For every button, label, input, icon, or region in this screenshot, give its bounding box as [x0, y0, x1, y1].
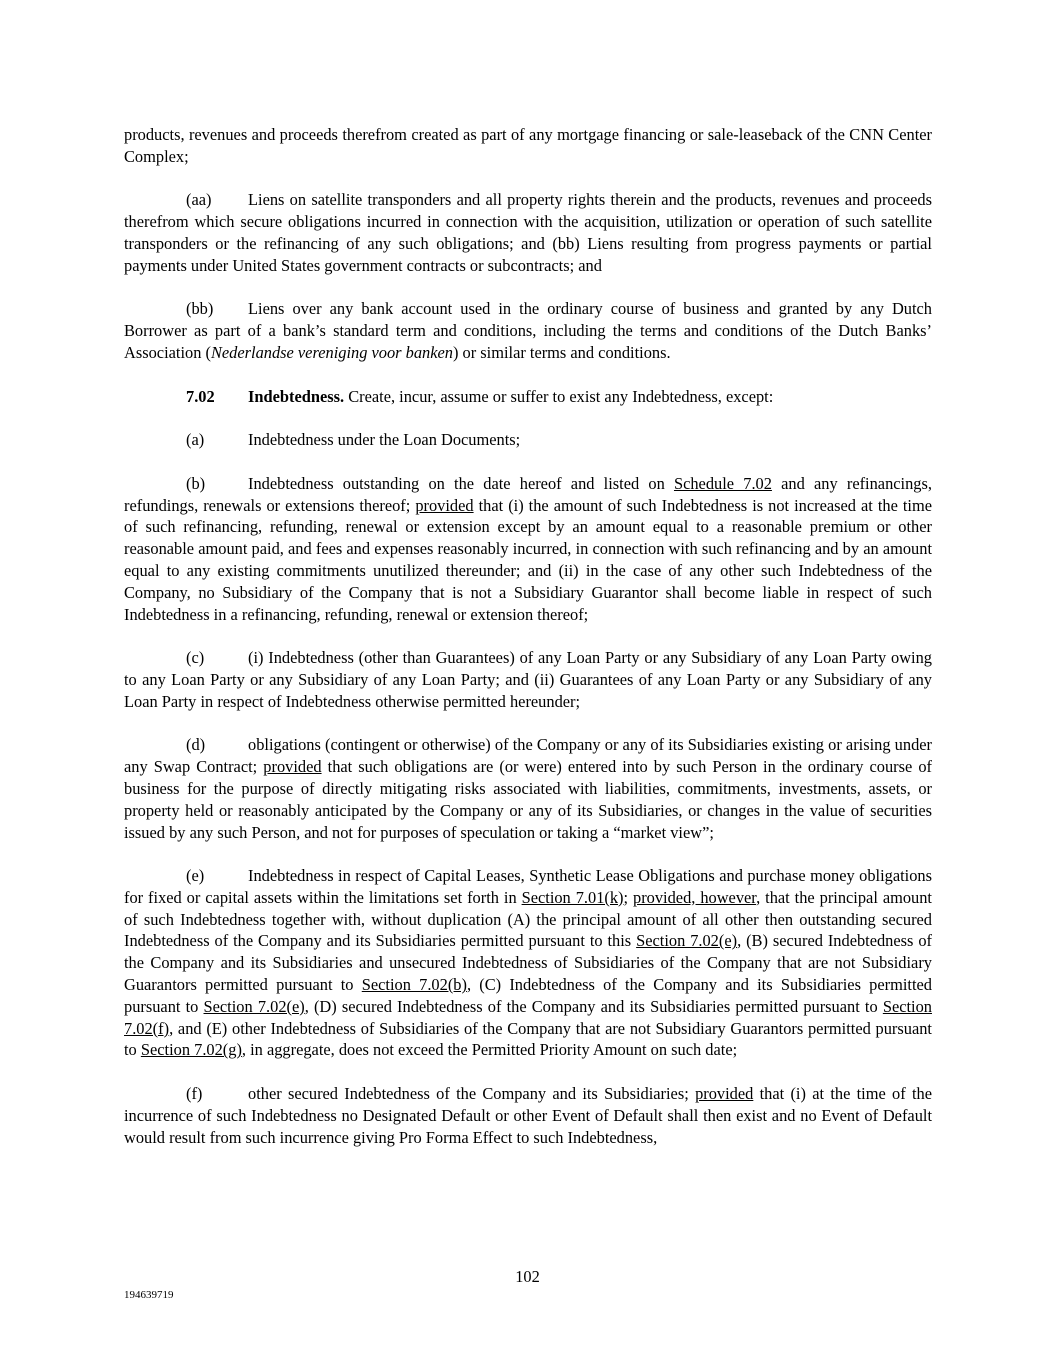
clause-label: (b) [186, 473, 206, 493]
paragraph-text: , (B) secured Indebtedness of the Company and its Subsidiaries and unsecured Indebtedness of Subsidiaries of the Company that are not Subsidiary Guarantors permitted pursuant to [124, 931, 932, 995]
paragraph-f [124, 1083, 932, 1148]
clause-label: (aa) [186, 190, 212, 210]
clause-label: (bb) [186, 299, 214, 319]
paragraph-bb [124, 298, 932, 363]
paragraph-text: ) or similar terms and conditions. [452, 342, 671, 362]
paragraph-b [124, 473, 932, 626]
section-reference: Section 7.01(k) [521, 887, 624, 907]
document-page [124, 124, 932, 1170]
paragraph-a [124, 429, 932, 451]
clause-label: (c) [186, 648, 205, 668]
paragraph-text: , and (E) other Indebtedness of Subsidiaries of the Company that are not Subsidiary Guarantors permitted pursuant to [124, 1018, 932, 1060]
section-7-02 [124, 386, 932, 408]
paragraph-text: that such obligations are (or were) entered into by such Person in the ordinary course of business for the purpose of directly mitigating risks associated with liabilities, commitments, investments, assets, or property held or reasonably anticipated by the Company or any of its Subsidiaries, or changes in the value of securities issued by any such Person, and not for purposes of speculation or taking a “market view”; [124, 757, 932, 842]
paragraph-e [124, 865, 932, 1061]
paragraph-intro [124, 124, 932, 168]
clause-label: (f) [186, 1084, 203, 1104]
paragraph-text: that (i) the amount of such Indebtedness is not increased at the time of such refinancing, refunding, renewal or extension except by an amount equal to a reasonable premium or other reasonable amount paid, and fees and expenses reasonably incurred, in connection with such refinancing and by an amount equal to any existing commitments unutilized thereunder; and (ii) in the case of any other such Indebtedness of the Company, no Subsidiary of the Company that is not a Subsidiary Guarantor shall become liable in respect of such Indebtedness in a refinancing, refunding, renewal or extension thereof; [124, 495, 932, 624]
paragraph-text: ; [623, 887, 629, 907]
paragraph-text: Create, incur, assume or suffer to exist any Indebtedness, except: [348, 386, 774, 406]
section-heading: Indebtedness. [248, 386, 345, 406]
paragraph-text: Indebtedness under the Loan Documents; [248, 430, 521, 450]
paragraph-text: , that the principal amount of such Indebtedness together with, without duplication (A) the principal amount of all other then outstanding secured Indebtedness of the Company and its Subsidiaries permitted pursuant to this [124, 887, 932, 951]
paragraph-text: , in aggregate, does not exceed the Permitted Priority Amount on such date; [241, 1040, 738, 1060]
paragraph-aa [124, 189, 932, 276]
page-number: 102 [515, 1267, 540, 1286]
paragraph-text: , (C) Indebtedness of the Company and its Subsidiaries permitted pursuant to [124, 975, 932, 1016]
document-id: 194639719 [124, 1289, 174, 1301]
defined-term: provided [263, 757, 322, 777]
clause-label: (a) [186, 430, 205, 450]
section-reference: Section 7.02(f) [124, 996, 932, 1038]
schedule-reference: Schedule 7.02 [673, 473, 772, 493]
section-reference: Section 7.02(e) [636, 931, 738, 951]
section-number: 7.02 [186, 386, 215, 406]
section-reference: Section 7.02(b) [361, 975, 467, 995]
clause-label: (d) [186, 735, 206, 755]
paragraph-text: Indebtedness outstanding on the date hereof and listed on [248, 473, 665, 493]
section-reference: Section 7.02(e) [203, 996, 305, 1016]
defined-term: provided, however [633, 887, 757, 907]
paragraph-text: Indebtedness in respect of Capital Leases, Synthetic Lease Obligations and purchase money obligations for fixed or capital assets within the limitations set forth in [124, 866, 932, 907]
paragraph-text: and any refinancings, refundings, renewals or extensions thereof; [124, 473, 932, 515]
section-reference: Section 7.02(g) [140, 1040, 242, 1060]
paragraph-text: (i) Indebtedness (other than Guarantees) of any Loan Party or any Subsidiary of any Loan Party owing to any Loan Party or any Subsidiary of any Loan Party; and (ii) Guarantees of any Loan Party or any Subsidiary of any Loan Party in respect of Indebtedness otherwise permitted hereunder; [124, 648, 932, 711]
clause-label: (e) [186, 866, 205, 886]
paragraph-text: products, revenues and proceeds therefrom created as part of any mortgage financing or sale-leaseback of the CNN Center Complex; [124, 125, 932, 166]
paragraph-text: that (i) at the time of the incurrence of such Indebtedness no Designated Default or other Event of Default shall then exist and no Event of Default would result from such incurrence giving Pro Forma Effect to such Indebtedness, [124, 1084, 932, 1147]
paragraph-text: other secured Indebtedness of the Company and its Subsidiaries; [248, 1084, 689, 1104]
paragraph-c [124, 647, 932, 712]
paragraph-d [124, 734, 932, 843]
defined-term: provided [415, 495, 474, 515]
paragraph-text: Liens over any bank account used in the ordinary course of business and granted by any Dutch Borrower as part of a bank’s standard term and conditions, including the terms and conditions of the Dutch Banks’ Association ( [124, 299, 932, 362]
defined-term: provided [695, 1084, 754, 1104]
paragraph-text: obligations (contingent or otherwise) of the Company or any of its Subsidiaries existing or arising under any Swap Contract; [124, 735, 932, 777]
paragraph-text: , (D) secured Indebtedness of the Company and its Subsidiaries permitted pursuant to [304, 996, 878, 1016]
paragraph-text: Liens on satellite transponders and all property rights therein and the products, revenues and proceeds therefrom which secure obligations incurred in connection with the acquisition, utilization or operation of such satellite transponders or the refinancing of any such obligations; and (bb) Liens resulting from progress payments or partial payments under United States government contracts or subcontracts; and [124, 190, 932, 275]
italic-term: Nederlandse vereniging voor banken [210, 342, 453, 362]
